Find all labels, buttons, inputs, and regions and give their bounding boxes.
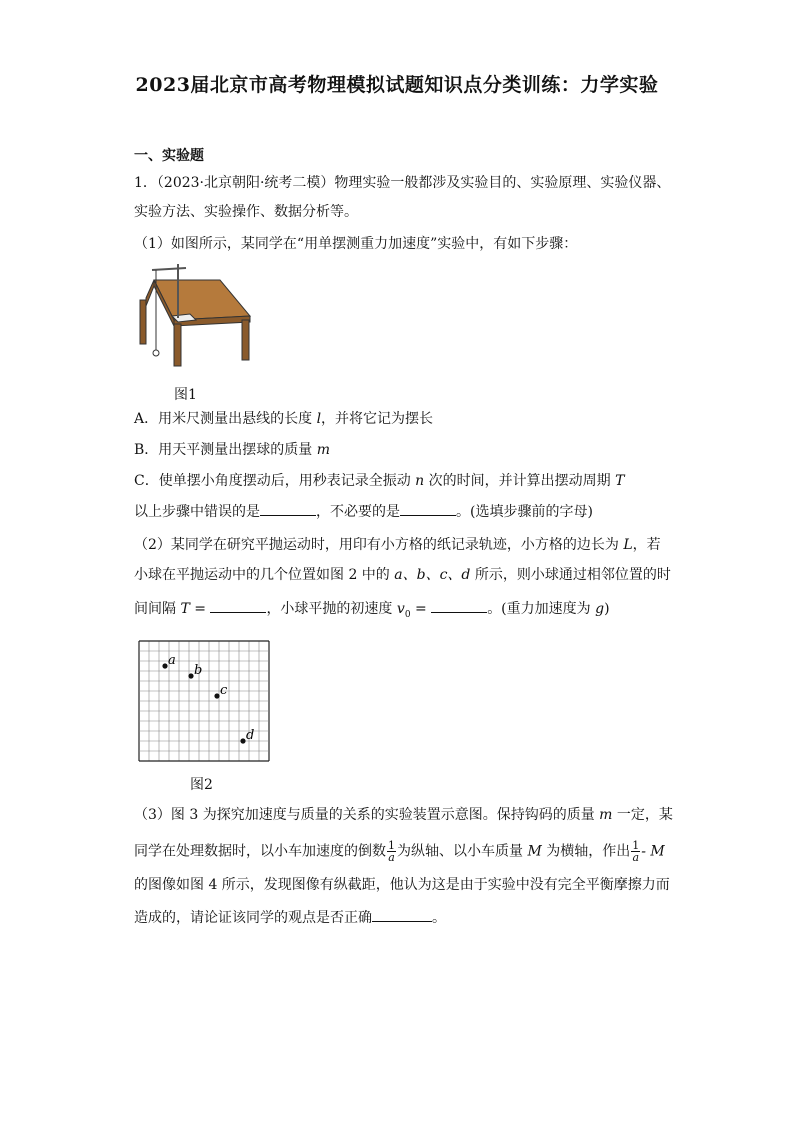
fraction-1-over-a: $\frac{1}{a}$ — [632, 839, 640, 864]
document-title: 2023届北京市高考物理模拟试题知识点分类训练：力学实验 — [135, 74, 659, 96]
option-c: C．使单摆小角度摆动后，用秒表记录全振动 n 次的时间，并计算出摆动周期 T — [134, 473, 625, 489]
trajectory-point-label: a — [168, 653, 176, 668]
q1-part3-line4: 造成的，请论证该同学的观点是否正确 。 — [134, 910, 446, 926]
stand-arm — [152, 268, 186, 270]
fig2-caption: 图2 — [190, 777, 213, 793]
pendulum-bob — [153, 350, 159, 356]
section-heading: 一、实验题 — [134, 148, 204, 164]
answer-blank[interactable] — [372, 909, 432, 922]
fraction-1-over-a: $\frac{1}{a}$ — [388, 839, 395, 864]
trajectory-point — [162, 663, 167, 668]
q1-intro-line2: 实验方法、实验操作、数据分析等。 — [134, 204, 358, 220]
table-leg — [174, 324, 181, 366]
fig1-caption: 图1 — [174, 387, 197, 403]
trajectory-point — [188, 673, 193, 678]
table-left-side — [146, 280, 154, 306]
trajectory-grid-figure — [138, 640, 272, 766]
q1-part2-line1: （2）某同学在研究平抛运动时，用印有小方格的纸记录轨迹，小方格的边长为 L，若 — [134, 537, 661, 553]
q1-part3-line3: 的图像如图 4 所示，发现图像有纵截距，他认为这是由于实验中没有完全平衡摩擦力而 — [134, 877, 670, 893]
answer-blank[interactable] — [400, 503, 456, 516]
trajectory-point-label: c — [220, 683, 228, 698]
q1-part2-line3: 间间隔 T = ，小球平抛的初速度 $v_0$ = 。(重力加速度为 g) — [134, 601, 610, 620]
table-leg — [242, 320, 249, 360]
answer-blank[interactable] — [210, 600, 266, 613]
trajectory-point-label: b — [194, 663, 203, 678]
q1-part3-line2: 同学在处理数据时，以小车加速度的倒数 $\frac{1}{a}$ 为纵轴、以小车质量 M 为横轴，作出 $\frac{1}{a}$ - M — [134, 839, 665, 864]
trajectory-point-label: d — [246, 728, 255, 743]
trajectory-point — [214, 693, 219, 698]
q1-intro-line1: 1．（2023·北京朝阳·统考二模）物理实验一般都涉及实验目的、实验原理、实验仪器、 — [134, 175, 671, 191]
answer-line-1: 以上步骤中错误的是 ，不必要的是 。(选填步骤前的字母) — [134, 504, 593, 520]
trajectory-point — [240, 738, 245, 743]
answer-blank[interactable] — [260, 503, 316, 516]
pendulum-figure — [134, 258, 254, 368]
q1-part1-prompt: （1）如图所示，某同学在“用单摆测重力加速度”实验中，有如下步骤： — [134, 236, 578, 252]
option-b: B．用天平测量出摆球的质量 m — [134, 442, 331, 458]
q1-part2-line2: 小球在平抛运动中的几个位置如图 2 中的 a、b、c、d 所示，则小球通过相邻位置的时 — [134, 567, 671, 583]
table-leg — [140, 300, 146, 344]
answer-blank[interactable] — [431, 600, 487, 613]
q1-part3-line1: （3）图 3 为探究加速度与质量的关系的实验装置示意图。保持钩码的质量 m 一定，某 — [134, 807, 673, 823]
option-a: A．用米尺测量出悬线的长度 l，并将它记为摆长 — [134, 411, 434, 427]
